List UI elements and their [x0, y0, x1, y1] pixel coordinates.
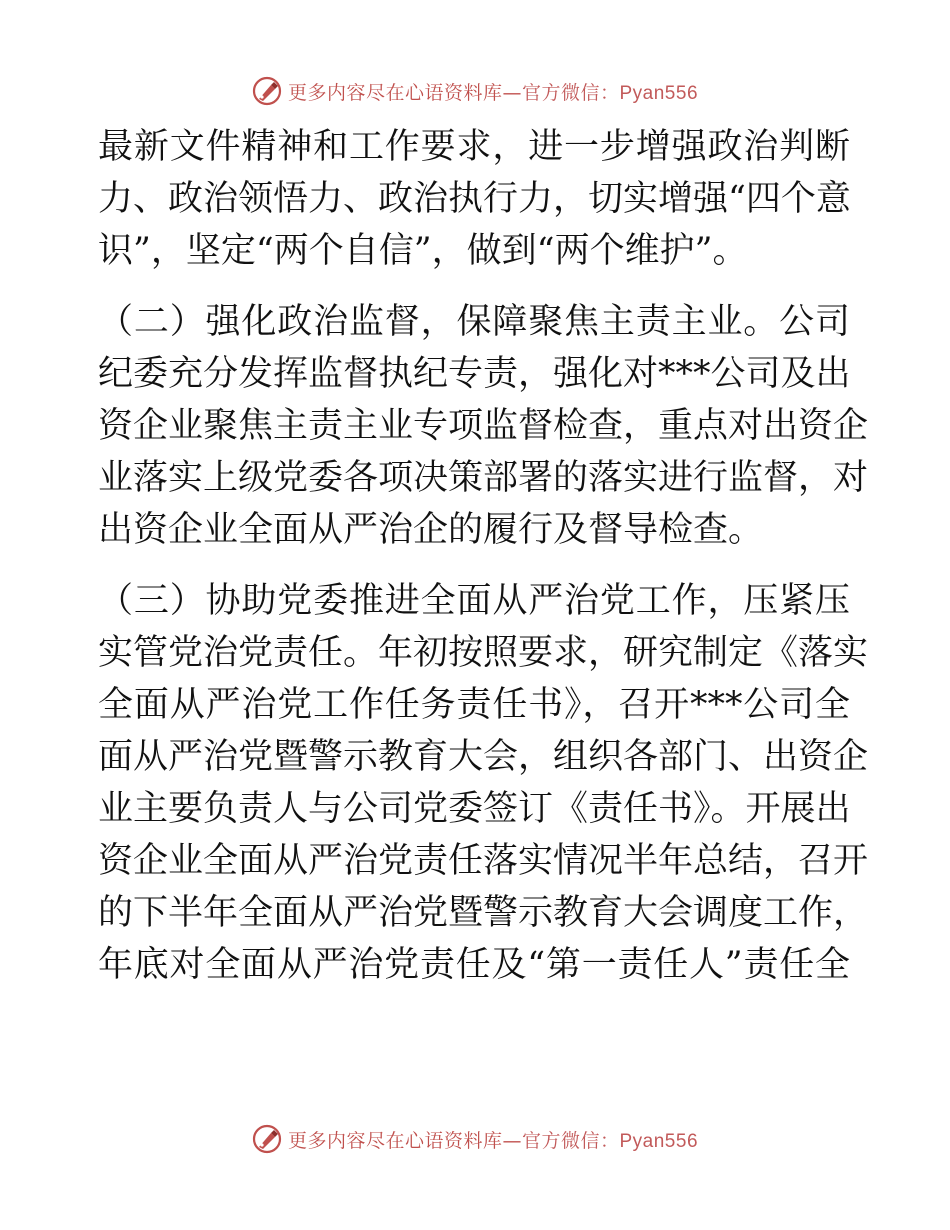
watermark-wechat-label: 官方微信： [521, 1129, 620, 1152]
document-body [98, 121, 869, 991]
footer-watermark [0, 1119, 950, 1159]
text-line: 力、政治领悟力、政治执行力，切实增强“四个意 [98, 179, 851, 219]
text-line: 最新文件精神和工作要求，进一步增强政治判断 [98, 127, 850, 167]
text-line: 的下半年全面从严治党暨警示教育大会调度工作， [98, 893, 869, 933]
watermark-title: 更多内容尽在心语资料库 [287, 81, 503, 104]
paragraph-2 [98, 296, 869, 556]
text-line: （三）协助党委推进全面从严治党工作，压紧压 [98, 581, 850, 621]
watermark-wechat-label: 官方微信： [521, 81, 620, 104]
watermark-dash: — [502, 81, 522, 104]
watermark-dash: — [502, 1129, 522, 1152]
text-line: 实管党治党责任。年初按照要求，研究制定《落实 [98, 633, 869, 673]
text-line: （二）强化政治监督，保障聚焦主责主业。公司 [98, 302, 850, 342]
pen-logo-icon [252, 1124, 282, 1154]
text-line: 业主要负责人与公司党委签订《责任书》。开展出 [98, 789, 851, 829]
watermark-text [288, 78, 698, 105]
watermark-wechat-id: Pyan556 [619, 1130, 699, 1152]
watermark-title: 更多内容尽在心语资料库 [287, 1129, 503, 1152]
header-watermark [0, 71, 950, 111]
watermark-text [288, 1126, 698, 1153]
text-line: 年底对全面从严治党责任及“第一责任人”责任全 [98, 945, 850, 985]
text-line: 业落实上级党委各项决策部署的落实进行监督，对 [98, 458, 869, 498]
paragraph-3 [98, 575, 869, 991]
watermark-wechat-id: Pyan556 [619, 82, 699, 104]
text-line: 识”，坚定“两个自信”，做到“两个维护”。 [98, 231, 748, 271]
paragraph-1 [98, 121, 850, 277]
text-line: 出资企业全面从严治企的履行及督导检查。 [98, 510, 764, 550]
text-line: 面从严治党暨警示教育大会，组织各部门、出资企 [98, 737, 869, 777]
text-line: 资企业全面从严治党责任落实情况半年总结，召开 [98, 841, 869, 881]
text-line: 全面从严治党工作任务责任书》，召开***公司全 [98, 685, 850, 725]
text-line: 纪委充分发挥监督执纪专责，强化对***公司及出 [98, 354, 851, 394]
pen-logo-icon [252, 76, 282, 106]
text-line: 资企业聚焦主责主业专项监督检查，重点对出资企 [98, 406, 869, 446]
